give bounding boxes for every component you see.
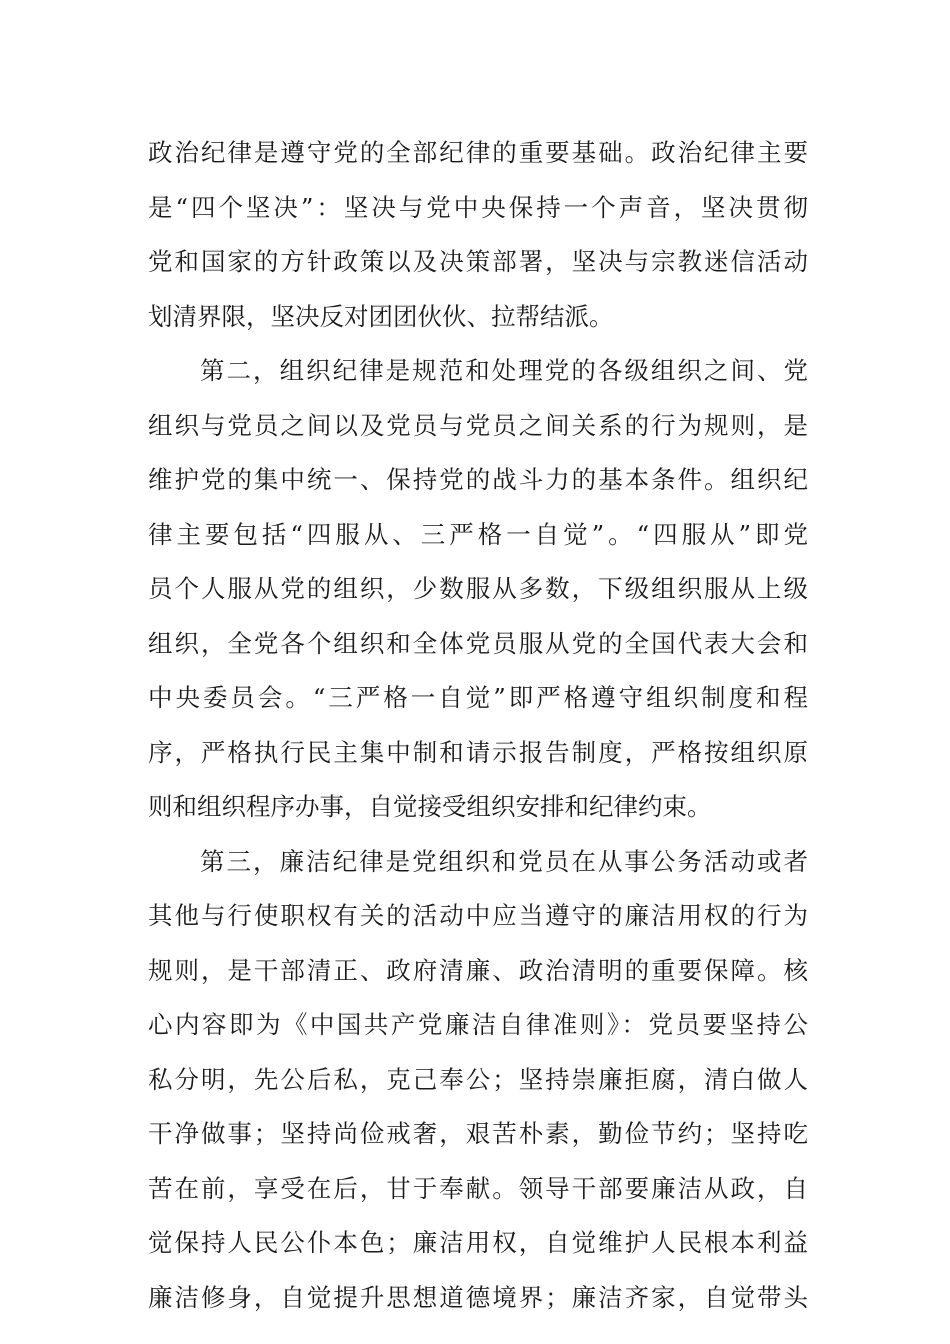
paragraph-3-line-5: 私分明，先公后私，克己奉公；坚持崇廉拒腐，清白做人 bbox=[148, 1064, 808, 1094]
paragraph-2-line-8: 序，严格执行民主集中制和请示报告制度，严格按组织原 bbox=[148, 737, 808, 767]
paragraph-3-line-3: 规则，是干部清正、政府清廉、政治清明的重要保障。核 bbox=[148, 955, 808, 985]
paragraph-1-line-3: 党和国家的方针政策以及决策部署，坚决与宗教迷信活动 bbox=[148, 247, 808, 276]
paragraph-1-line-2: 是“四个坚决”：坚决与党中央保持一个声音，坚决贯彻 bbox=[148, 192, 808, 222]
paragraph-2-line-7: 中央委员会。“三严格一自觉”即严格遵守组织制度和程 bbox=[148, 683, 808, 712]
paragraph-2-line-5: 员个人服从党的组织，少数服从多数，下级组织服从上级 bbox=[148, 574, 808, 603]
paragraph-2-line-2: 组织与党员之间以及党员与党员之间关系的行为规则，是 bbox=[148, 410, 808, 440]
paragraph-3-line-9: 廉洁修身，自觉提升思想道德境界；廉洁齐家，自觉带头 bbox=[148, 1282, 808, 1312]
paragraph-3-line-6: 干净做事；坚持尚俭戒奢，艰苦朴素，勤俭节约；坚持吃 bbox=[148, 1119, 808, 1148]
paragraph-3-line-8: 觉保持人民公仆本色；廉洁用权，自觉维护人民根本利益 bbox=[148, 1228, 808, 1257]
paragraph-2-line-6: 组织，全党各个组织和全体党员服从党的全国代表大会和 bbox=[148, 628, 808, 658]
paragraph-3-line-4: 心内容即为《中国共产党廉洁自律准则》：党员要坚持公 bbox=[148, 1010, 808, 1039]
paragraph-2-line-4: 律主要包括“四服从、三严格一自觉”。“四服从”即党 bbox=[148, 519, 808, 549]
paragraph-2-line-3: 维护党的集中统一、保持党的战斗力的基本条件。组织纪 bbox=[148, 465, 808, 494]
body-text bbox=[148, 126, 808, 1325]
paragraph-3-line-7: 苦在前，享受在后，甘于奉献。领导干部要廉洁从政，自 bbox=[148, 1173, 808, 1203]
paragraph-1-line-4: 划清界限，坚决反对团团伙伙、拉帮结派。 bbox=[148, 301, 614, 331]
paragraph-1-line-1: 政治纪律是遵守党的全部纪律的重要基础。政治纪律主要 bbox=[148, 138, 808, 167]
paragraph-2-line-9: 则和组织程序办事，自觉接受组织安排和纪律约束。 bbox=[148, 792, 712, 821]
paragraph-3-line-2: 其他与行使职权有关的活动中应当遵守的廉洁用权的行为 bbox=[148, 901, 808, 930]
paragraph-3-line-1: 第三，廉洁纪律是党组织和党员在从事公务活动或者 bbox=[200, 846, 808, 876]
paragraph-2-line-1: 第二，组织纪律是规范和处理党的各级组织之间、党 bbox=[200, 356, 808, 385]
